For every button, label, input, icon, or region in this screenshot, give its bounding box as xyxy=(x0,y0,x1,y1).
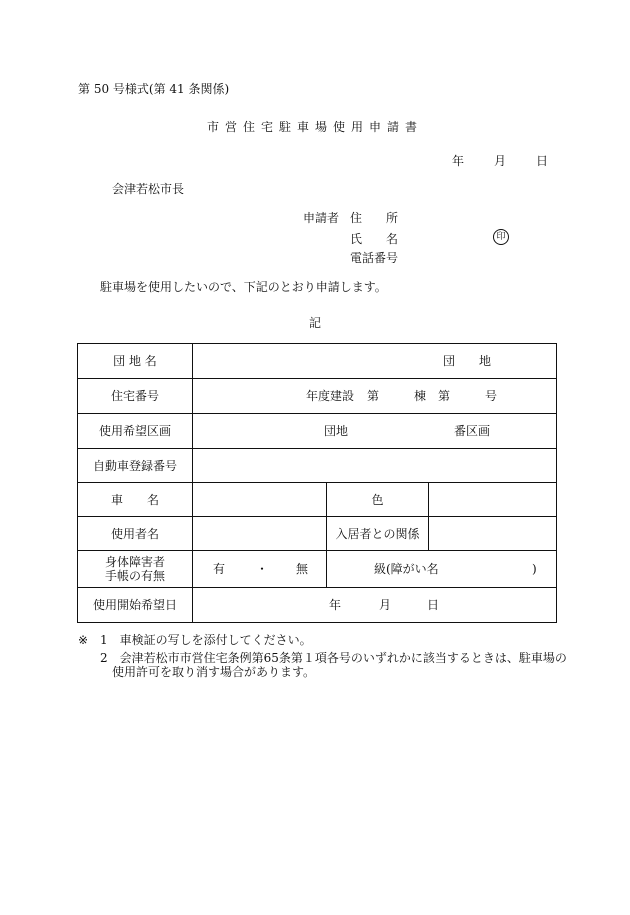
kaishi-year: 年 xyxy=(329,598,342,612)
date-year-label: 年 xyxy=(452,154,465,168)
kaishi-field[interactable] xyxy=(193,588,557,623)
shogai-label-line2: 手帳の有無 xyxy=(104,569,165,583)
iro-label: 色 xyxy=(327,483,429,517)
kaishi-label: 使用開始希望日 xyxy=(78,588,193,623)
row-kaishi xyxy=(78,588,557,623)
kyu-close: ) xyxy=(532,562,537,576)
row-danchi xyxy=(78,344,557,379)
note-1: 1 車検証の写しを添付してください。 xyxy=(100,633,312,647)
shogai-mu[interactable]: 無 xyxy=(296,562,309,576)
name-label: 氏 名 xyxy=(350,232,399,246)
toroku-label: 自動車登録番号 xyxy=(78,449,193,483)
jutaku-field[interactable] xyxy=(193,379,557,414)
danchi-field[interactable] xyxy=(193,344,557,379)
addressee: 会津若松市長 xyxy=(112,182,185,196)
kaishi-month: 月 xyxy=(379,598,392,612)
iro-field[interactable] xyxy=(429,483,557,517)
shamei-label: 車 名 xyxy=(78,483,193,517)
danchi-suffix: 団 地 xyxy=(443,354,492,368)
kankei-label: 入居者との関係 xyxy=(327,517,429,551)
applicant-label: 申請者 xyxy=(303,211,340,225)
row-shogai xyxy=(78,551,557,588)
jutaku-go: 号 xyxy=(485,389,498,403)
note-2: 2 会津若松市市営住宅条例第65条第１項各号のいずれかに該当するときは、駐車場の xyxy=(100,651,567,665)
ki-heading: 記 xyxy=(308,316,321,330)
jutaku-dai2: 第 xyxy=(438,389,451,403)
form-number: 第 50 号様式(第 41 条関係) xyxy=(78,82,230,96)
kyu-text: 級(障がい名 xyxy=(374,562,439,576)
date-month-label: 月 xyxy=(494,154,507,168)
kukaku-field[interactable] xyxy=(193,414,557,449)
kankei-field[interactable] xyxy=(429,517,557,551)
notes-mark: ※ xyxy=(78,633,89,647)
shiyosha-label: 使用者名 xyxy=(78,517,193,551)
shogai-dot: ・ xyxy=(256,562,269,576)
kukaku-label: 使用希望区画 xyxy=(78,414,193,449)
row-jutaku xyxy=(78,379,557,414)
shogai-yu[interactable]: 有 xyxy=(213,562,226,576)
toroku-field[interactable] xyxy=(193,449,557,483)
shogai-label xyxy=(78,551,193,588)
date-day-label: 日 xyxy=(536,154,549,168)
request-statement: 駐車場を使用したいので、下記のとおり申請します。 xyxy=(100,280,387,294)
address-label: 住 所 xyxy=(350,211,399,225)
row-toroku xyxy=(78,449,557,483)
kyu-field[interactable] xyxy=(327,551,557,588)
phone-label: 電話番号 xyxy=(350,251,399,265)
jutaku-dai1: 第 xyxy=(367,389,380,403)
kaishi-day: 日 xyxy=(427,598,440,612)
form-title: 市営住宅駐車場使用申請書 xyxy=(206,120,423,134)
row-shiyosha xyxy=(78,517,557,551)
shogai-choice[interactable] xyxy=(193,551,327,588)
danchi-label: 団 地 名 xyxy=(78,344,193,379)
kukaku-bango: 番区画 xyxy=(454,424,491,438)
row-kukaku xyxy=(78,414,557,449)
row-shamei xyxy=(78,483,557,517)
seal-icon: 印 xyxy=(493,229,509,245)
note-2-continued: 使用許可を取り消す場合があります。 xyxy=(112,665,316,679)
shamei-field[interactable] xyxy=(193,483,327,517)
kukaku-danchi: 団地 xyxy=(324,424,349,438)
jutaku-label: 住宅番号 xyxy=(78,379,193,414)
jutaku-nendo: 年度建設 xyxy=(306,389,355,403)
shiyosha-field[interactable] xyxy=(193,517,327,551)
application-date xyxy=(452,154,548,168)
shogai-label-line1: 身体障害者 xyxy=(104,555,165,569)
application-table xyxy=(77,343,557,623)
jutaku-to: 棟 xyxy=(414,389,427,403)
